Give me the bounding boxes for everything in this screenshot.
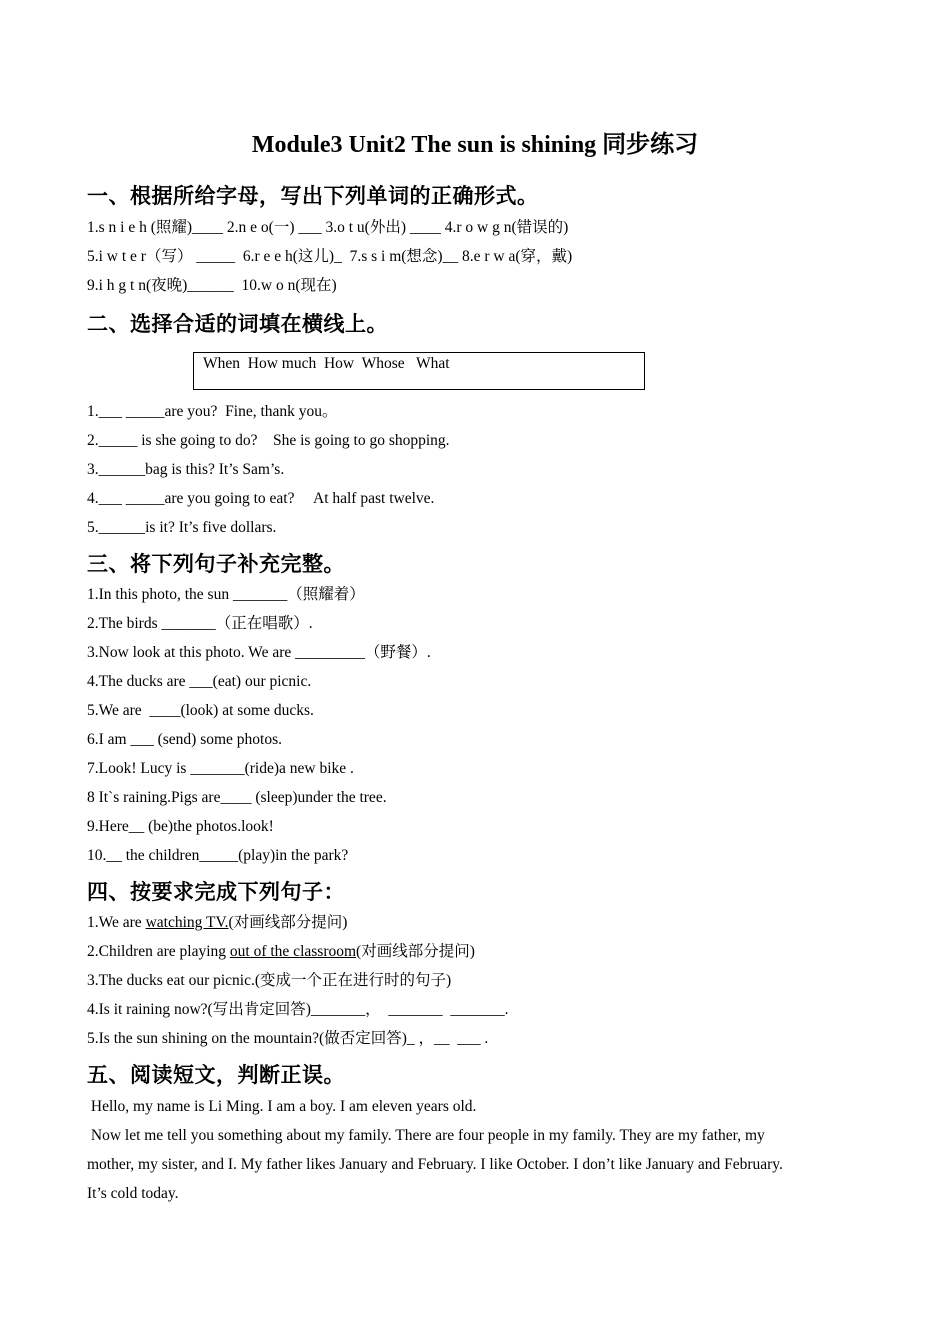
section-3-line: 4.The ducks are ___(eat) our picnic. (87, 673, 312, 690)
section-2-heading: 二、选择合适的词填在横线上。 (87, 312, 388, 336)
underlined-phrase: out of the classroom (229, 943, 357, 960)
section-3-line: 8 It`s raining.Pigs are____ (sleep)under the tree. (87, 789, 387, 806)
section-4-item: 3.The ducks eat our picnic.(变成一个正在进行时的句子) (87, 972, 452, 989)
section-2-line: 5.______is it? It’s five dollars. (87, 519, 277, 536)
underlined-phrase: watching TV. (145, 914, 229, 931)
reading-passage-line: Now let me tell you something about my family. There are four people in my family. They are my father, my (87, 1127, 765, 1144)
section-3-line: 6.I am ___ (send) some photos. (87, 731, 283, 748)
section-1-line: 9.i h g t n(夜晚)______ 10.w o n(现在) (87, 277, 337, 294)
section-3-line: 2.The birds _______（正在唱歌）. (87, 615, 313, 632)
section-3-line: 9.Here__ (be)the photos.look! (87, 818, 274, 835)
section-2-line: 1.___ _____are you? Fine, thank you。 (87, 403, 338, 420)
section-4-item: 5.Is the sun shining on the mountain?(做否定回答)_ ，__ ___ . (87, 1030, 489, 1047)
section-3-heading: 三、将下列句子补充完整。 (87, 552, 345, 576)
reading-passage-line: mother, my sister, and I. My father likes January and February. I like October. I don’t like January and February. (87, 1156, 783, 1173)
reading-passage-line: Hello, my name is Li Ming. I am a boy. I am eleven years old. (87, 1098, 477, 1115)
word-bank-text: When How much How Whose What (203, 355, 450, 372)
section-4-item: 1.We are watching TV.(对画线部分提问) (87, 914, 348, 931)
section-1-line: 1.s n i e h (照耀)____ 2.n e o(一) ___ 3.o t u(外出) ____ 4.r o w g n(错误的) (87, 219, 569, 236)
section-3-line: 7.Look! Lucy is _______(ride)a new bike . (87, 760, 354, 777)
section-4-item: 4.Is it raining now?(写出肯定回答)_______， _______ _______. (87, 1001, 509, 1018)
section-2-line: 2._____ is she going to do? She is going to go shopping. (87, 432, 450, 449)
word-bank-box (193, 352, 645, 390)
section-3-line: 3.Now look at this photo. We are _________（野餐）. (87, 644, 431, 661)
page-title: Module3 Unit2 The sun is shining 同步练习 (251, 132, 699, 158)
section-1-heading: 一、根据所给字母，写出下列单词的正确形式。 (87, 184, 539, 208)
section-3-line: 10.__ the children_____(play)in the park? (87, 847, 349, 864)
section-5-heading: 五、阅读短文，判断正误。 (87, 1063, 345, 1087)
section-2-line: 4.___ _____are you going to eat? At half past twelve. (87, 490, 435, 507)
reading-passage-line: It’s cold today. (87, 1185, 179, 1202)
section-3-line: 5.We are ____(look) at some ducks. (87, 702, 314, 719)
section-2-line: 3.______bag is this? It’s Sam’s. (87, 461, 285, 478)
section-4-heading: 四、按要求完成下列句子： (87, 880, 345, 904)
section-4-item: 2.Children are playing out of the classroom(对画线部分提问) (87, 943, 475, 960)
section-3-line: 1.In this photo, the sun _______（照耀着） (87, 586, 365, 603)
section-1-line: 5.i w t e r（写） _____ 6.r e e h(这儿)_ 7.s s i m(想念)__ 8.e r w a(穿，戴) (87, 248, 573, 265)
